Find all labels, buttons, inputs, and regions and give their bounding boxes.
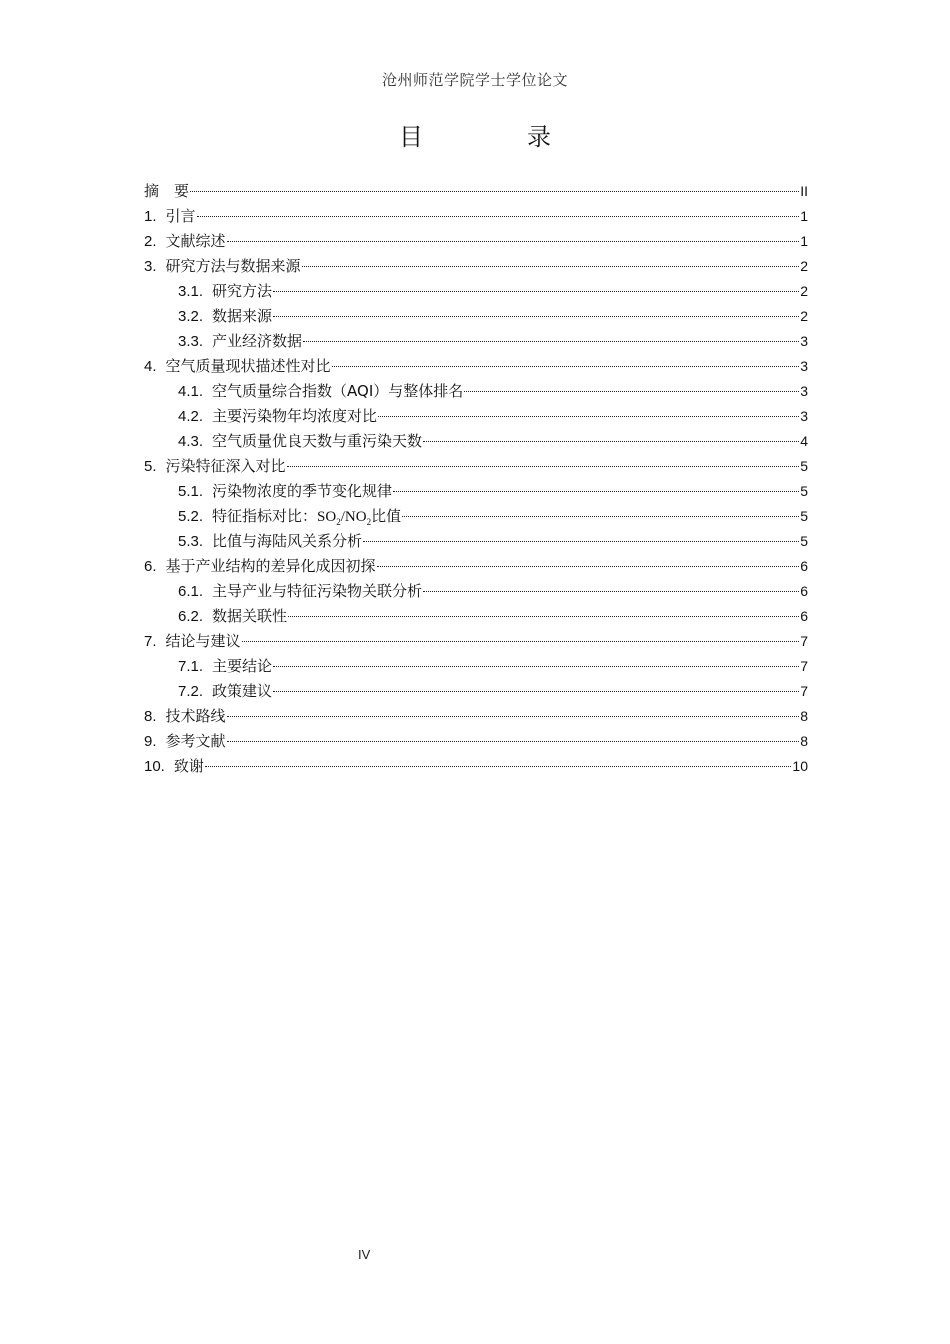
toc-entry-title: 参考文献	[165, 732, 226, 750]
toc-entry[interactable]	[144, 754, 808, 779]
toc-entry-number: 5.2.	[178, 508, 204, 525]
toc-entry-title: 研究方法与数据来源	[165, 257, 301, 275]
toc-entry-page: 5	[800, 533, 808, 549]
toc-entry-number: 6.2.	[178, 608, 204, 625]
toc-entry-number: 3.2.	[178, 308, 204, 325]
dot-leader	[302, 266, 800, 267]
toc-entry-title: 比值与海陆风关系分析	[212, 532, 363, 550]
toc-entry-title: 污染特征深入对比	[165, 457, 286, 475]
toc-entry-number: 4.2.	[178, 408, 204, 425]
toc-entry-number: 4.1.	[178, 383, 204, 400]
toc-entry[interactable]	[144, 654, 808, 679]
toc-entry-title: 结论与建议	[165, 632, 241, 650]
dot-leader	[332, 366, 800, 367]
toc-entry-page: 2	[800, 308, 808, 324]
toc-entry-page: 5	[800, 483, 808, 499]
toc-entry-page: 2	[800, 258, 808, 274]
toc-entry-number: 6.	[144, 558, 157, 575]
toc-entry-page: 6	[800, 558, 808, 574]
dot-leader	[273, 291, 799, 292]
dot-leader	[242, 641, 800, 642]
toc-entry[interactable]	[144, 729, 808, 754]
toc-entry-page: 3	[800, 358, 808, 374]
toc-entry-number: 4.	[144, 358, 157, 375]
toc-entry-page: 1	[800, 208, 808, 224]
toc-entry-title: 政策建议	[212, 682, 273, 700]
toc-entry-page: 6	[800, 608, 808, 624]
dot-leader	[363, 541, 799, 542]
toc-entry-page: 7	[800, 683, 808, 699]
toc-entry-title: 致谢	[173, 757, 204, 775]
toc-entry-page: 7	[800, 633, 808, 649]
toc-entry[interactable]	[144, 204, 808, 229]
dot-leader	[378, 416, 799, 417]
toc-entry-title: 特征指标对比：$SO_2/NO_2$比值	[212, 507, 402, 527]
dot-leader	[423, 591, 799, 592]
toc-entry-number: 9.	[144, 733, 157, 750]
toc-entry-page: 10	[792, 758, 808, 774]
toc-entry[interactable]	[144, 304, 808, 329]
dot-leader	[227, 241, 800, 242]
toc-entry-title: 污染物浓度的季节变化规律	[212, 482, 393, 500]
toc-entry-page: 3	[800, 408, 808, 424]
toc-entry-page: 3	[800, 383, 808, 399]
toc-entry[interactable]	[144, 529, 808, 554]
dot-leader	[227, 716, 800, 717]
toc-entry[interactable]	[144, 579, 808, 604]
dot-leader	[303, 341, 799, 342]
toc-entry[interactable]	[144, 379, 808, 404]
toc-entry-title: 文献综述	[165, 232, 226, 250]
toc-entry-title: 产业经济数据	[212, 332, 303, 350]
toc-entry-number: 10.	[144, 758, 165, 775]
toc-entry-page: 1	[800, 233, 808, 249]
toc-entry[interactable]	[144, 704, 808, 729]
dot-leader	[227, 741, 800, 742]
toc-entry-number: 5.1.	[178, 483, 204, 500]
page-title: 目 录	[399, 123, 591, 151]
toc-entry[interactable]	[144, 454, 808, 479]
toc-entry[interactable]	[144, 179, 808, 204]
dot-leader	[205, 766, 792, 767]
toc-entry-page: 8	[800, 708, 808, 724]
dot-leader	[197, 216, 800, 217]
toc-entry[interactable]	[144, 604, 808, 629]
toc-entry[interactable]	[144, 329, 808, 354]
toc-entry-number: 1.	[144, 208, 157, 225]
toc-entry-number: 7.2.	[178, 683, 204, 700]
toc-entry-title: 数据关联性	[212, 607, 288, 625]
toc-entry-number: 4.3.	[178, 433, 204, 450]
dot-leader	[393, 491, 799, 492]
toc-entry-page: 7	[800, 658, 808, 674]
dot-leader	[273, 691, 799, 692]
toc-entry-title: 数据来源	[212, 307, 273, 325]
toc-entry[interactable]	[144, 404, 808, 429]
dot-leader	[423, 441, 799, 442]
toc-entry[interactable]	[144, 354, 808, 379]
toc-entry-title: 空气质量综合指数（AQI）与整体排名	[212, 382, 464, 400]
toc-entry-title: 研究方法	[212, 282, 273, 300]
toc-entry-number: 7.	[144, 633, 157, 650]
toc-entry-number: 6.1.	[178, 583, 204, 600]
toc-entry-number: 5.3.	[178, 533, 204, 550]
toc-entry-title: 空气质量现状描述性对比	[165, 357, 331, 375]
toc-entry-title: 基于产业结构的差异化成因初探	[165, 557, 376, 575]
dot-leader	[273, 316, 799, 317]
toc-entry-number: 3.3.	[178, 333, 204, 350]
toc-entry-number: 5.	[144, 458, 157, 475]
table-of-contents	[144, 179, 808, 779]
toc-entry-number: 2.	[144, 233, 157, 250]
toc-entry[interactable]	[144, 279, 808, 304]
toc-entry-page: 2	[800, 283, 808, 299]
dot-leader	[288, 616, 799, 617]
dot-leader	[377, 566, 800, 567]
toc-entry[interactable]	[144, 254, 808, 279]
toc-entry-page: 4	[800, 433, 808, 449]
toc-entry-page: 6	[800, 583, 808, 599]
toc-entry-title: 空气质量优良天数与重污染天数	[212, 432, 423, 450]
toc-entry[interactable]	[144, 679, 808, 704]
dot-leader	[190, 191, 799, 192]
toc-entry[interactable]	[144, 504, 808, 529]
toc-entry-title: 主要污染物年均浓度对比	[212, 407, 378, 425]
page-number: IV	[358, 1247, 371, 1262]
toc-entry[interactable]	[144, 629, 808, 654]
toc-entry-page: II	[800, 183, 808, 199]
toc-entry[interactable]	[144, 554, 808, 579]
toc-entry-page: 8	[800, 733, 808, 749]
toc-entry-title: 引言	[165, 207, 196, 225]
toc-entry-number: 8.	[144, 708, 157, 725]
dot-leader	[273, 666, 799, 667]
toc-entry-title: 主导产业与特征污染物关联分析	[212, 582, 423, 600]
dot-leader	[464, 391, 799, 392]
toc-entry-title: 主要结论	[212, 657, 273, 675]
toc-entry-page: 5	[800, 508, 808, 524]
dot-leader	[402, 516, 799, 517]
toc-entry-number: 7.1.	[178, 658, 204, 675]
toc-entry-page: 5	[800, 458, 808, 474]
toc-entry[interactable]	[144, 229, 808, 254]
toc-entry-page: 3	[800, 333, 808, 349]
dot-leader	[287, 466, 800, 467]
running-header: 沧州师范学院学士学位论文	[381, 71, 568, 89]
toc-entry[interactable]	[144, 479, 808, 504]
toc-entry-number: 3.	[144, 258, 157, 275]
toc-entry-number: 3.1.	[178, 283, 204, 300]
toc-entry-title: 摘 要	[144, 182, 190, 200]
toc-entry-title: 技术路线	[165, 707, 226, 725]
toc-entry[interactable]	[144, 429, 808, 454]
